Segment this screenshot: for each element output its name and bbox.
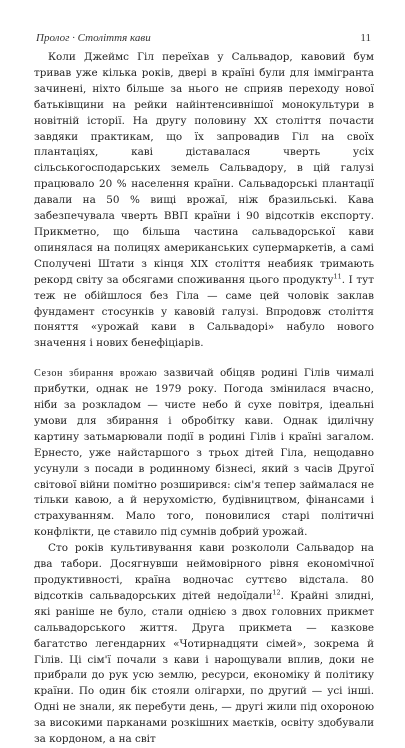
- page-number: 11: [360, 32, 371, 44]
- footnote-marker[interactable]: 12: [272, 588, 281, 597]
- paragraph-1-text-c: століття неабияк тримають рекорд світу за обсягами споживання цього продукту: [34, 257, 374, 286]
- paragraph-2: [34, 366, 374, 541]
- paragraph-2-text: зазвичай обіцяв родині Гілів чималі прибутки, однак не 1979 року. Погода змінилася вчасно, ніби за розкладом — чисте небо й сухе повітря, ідеальні умови для збирання і обробітку кави. Однак ідилічну картину затьмарювали події в родині Гілів і країні загалом. Ернесто, уже найстаршого з трьох дітей Гіла, нещодавно усунули з посади в родинному бізнесі, який з часів Другої світової війни помітно розширився: сім'я тепер займалася не тільки кавою, а й нерухомістю, будівництвом, фінансами і страхуванням. Мало того, поновилися старі політичні конфлікти, це ставило під сумнів добрий урожай.: [34, 367, 374, 539]
- century-numeral: XX: [254, 115, 268, 127]
- running-head: Пролог · Століття кави: [36, 32, 151, 44]
- paragraph-3: [34, 541, 374, 748]
- paragraph-3-text-b: . Крайні злидні, які раніше не було, стали однією з двох головних прикмет сальвадорського життя. Друга прикмета — казкове багатство легендарних «Чотирнадцяти сімей», зокрема й Гілів. Ці сім'ї почали з кави і нарощували вплив, доки не прибрали до рук усю землю, ресурси, економіку й політику країни. По один бік стояли олігархи, по другий — усі інші. Одні не знали, як перебути день, — другі жили під охороною за високими парканами розкішних маєтків, освіту здобували за кордоном, а на світ: [34, 589, 374, 746]
- century-numeral: XIX: [190, 258, 209, 270]
- section-lead-in: Сезон збирання врожаю: [34, 368, 158, 380]
- footnote-marker[interactable]: 11: [333, 272, 342, 281]
- paragraph-1-text-d: . І тут теж не обійшлося без Гіла — саме цей чоловік заклав фундамент стосунків у кавовій галузі. Впродовж століття поняття «урожай кави в Сальвадорі» набуло нового значення і нових бенефіціарів.: [34, 273, 374, 350]
- paragraph-1-text-b: століття почасти завдяки практикам, що їх запровадив Гіл на своїх плантаціях, каві діставалася чверть усіх сільськогосподарських земель Сальвадору, в цій галузі працювало 20 % населення країни. Сальвадорські плантації давали на 50 % вищі врожаї, ніж бразильські. Кава забезпечувала чверть ВВП країни і 90 відсотків експорту. Прикметно, що більша частина сальвадорської кави опинялася на полицях американських супермаркетів, а самі Сполучені Штати з кінця: [34, 114, 374, 270]
- paragraph-3-text-a: Сто років культивування кави розкололи Сальвадор на два табори. Досягнувши неймовірного рівня економічної продуктивності, країна водночас суттєво відстала. 80 відсотків сальвадорських дітей недоїдали: [34, 542, 374, 602]
- paragraph-1: [34, 50, 374, 352]
- paragraph-1-text-a: Коли Джеймс Гіл переїхав у Сальвадор, кавовий бум тривав уже кілька років, двері в країні були для іммігранта зачинені, ніхто більше за нього не сприяв переходу нової батьківщини на рейки найінтенсивнішої монокультури в новітній історії. На другу половину: [34, 51, 374, 127]
- body-text: [34, 50, 374, 748]
